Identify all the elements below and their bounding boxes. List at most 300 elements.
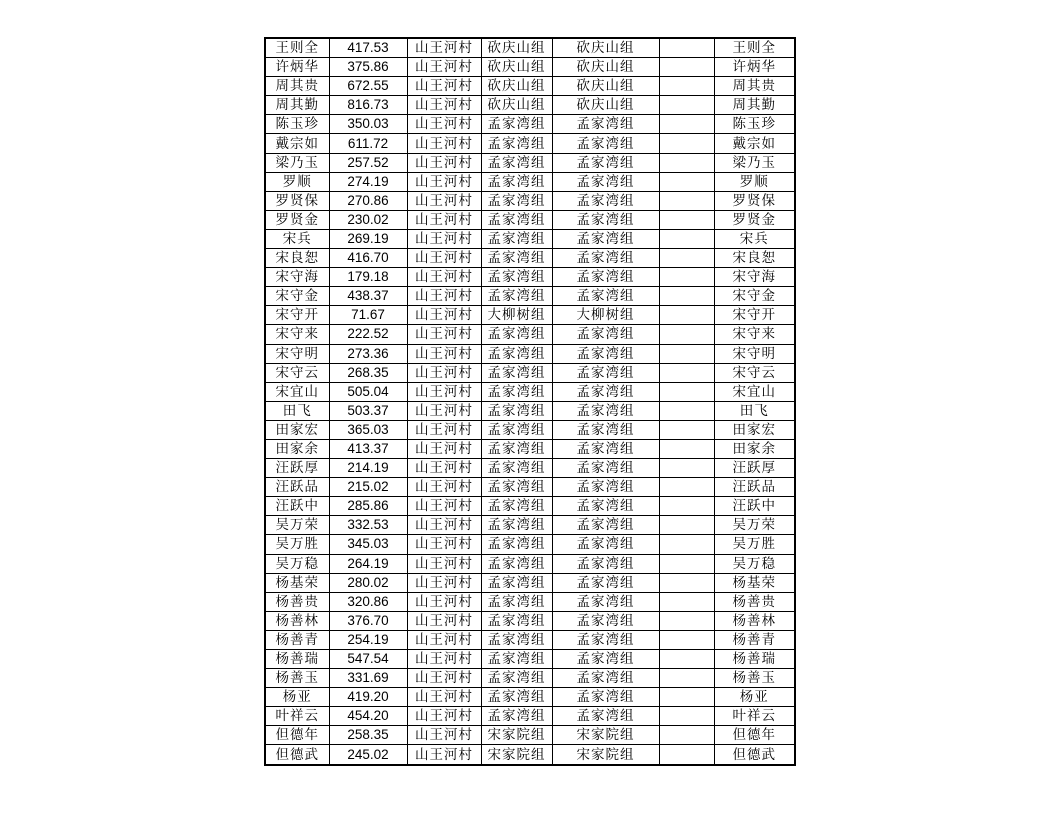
table-row: [265, 516, 795, 535]
cell-blank: [659, 172, 714, 191]
cell-group: 宋家院组: [481, 745, 552, 765]
cell-blank: [659, 478, 714, 497]
cell-blank: [659, 650, 714, 669]
cell-name: 陈玉珍: [265, 115, 329, 134]
cell-group-2: 孟家湾组: [552, 153, 659, 172]
cell-name-2: 罗贤保: [714, 191, 795, 210]
table-row: [265, 229, 795, 248]
cell-amount: 270.86: [329, 191, 407, 210]
cell-amount: 417.53: [329, 38, 407, 58]
cell-blank: [659, 516, 714, 535]
cell-amount: 71.67: [329, 306, 407, 325]
cell-group-2: 孟家湾组: [552, 611, 659, 630]
cell-group-2: 孟家湾组: [552, 459, 659, 478]
cell-name-2: 梁乃玉: [714, 153, 795, 172]
cell-group-2: 孟家湾组: [552, 382, 659, 401]
cell-name: 叶祥云: [265, 707, 329, 726]
table-row: [265, 134, 795, 153]
cell-group-2: 孟家湾组: [552, 401, 659, 420]
cell-village: 山王河村: [407, 611, 481, 630]
cell-name: 宋守开: [265, 306, 329, 325]
cell-group-2: 孟家湾组: [552, 573, 659, 592]
table-row: [265, 420, 795, 439]
cell-blank: [659, 688, 714, 707]
cell-amount: 285.86: [329, 497, 407, 516]
cell-name-2: 但德武: [714, 745, 795, 765]
table-row: [265, 268, 795, 287]
table-row: [265, 478, 795, 497]
cell-name-2: 田家余: [714, 439, 795, 458]
cell-blank: [659, 38, 714, 58]
cell-amount: 264.19: [329, 554, 407, 573]
cell-blank: [659, 134, 714, 153]
cell-group-2: 孟家湾组: [552, 478, 659, 497]
cell-village: 山王河村: [407, 325, 481, 344]
cell-group: 孟家湾组: [481, 573, 552, 592]
cell-amount: 179.18: [329, 268, 407, 287]
cell-name-2: 宋宜山: [714, 382, 795, 401]
cell-name-2: 吴万荣: [714, 516, 795, 535]
cell-name-2: 宋守来: [714, 325, 795, 344]
cell-group-2: 孟家湾组: [552, 249, 659, 268]
cell-blank: [659, 382, 714, 401]
cell-group: 孟家湾组: [481, 420, 552, 439]
cell-name: 宋守云: [265, 363, 329, 382]
cell-name-2: 杨善瑞: [714, 650, 795, 669]
cell-village: 山王河村: [407, 382, 481, 401]
table-row: [265, 535, 795, 554]
cell-village: 山王河村: [407, 344, 481, 363]
cell-group-2: 孟家湾组: [552, 630, 659, 649]
cell-name-2: 戴宗如: [714, 134, 795, 153]
cell-name: 杨亚: [265, 688, 329, 707]
cell-name-2: 宋守云: [714, 363, 795, 382]
table-row: [265, 363, 795, 382]
cell-village: 山王河村: [407, 153, 481, 172]
cell-blank: [659, 287, 714, 306]
cell-village: 山王河村: [407, 58, 481, 77]
cell-group-2: 砍庆山组: [552, 58, 659, 77]
cell-amount: 257.52: [329, 153, 407, 172]
cell-village: 山王河村: [407, 229, 481, 248]
table-row: [265, 287, 795, 306]
cell-village: 山王河村: [407, 439, 481, 458]
cell-blank: [659, 401, 714, 420]
cell-blank: [659, 268, 714, 287]
cell-name: 杨善林: [265, 611, 329, 630]
cell-group-2: 孟家湾组: [552, 497, 659, 516]
cell-village: 山王河村: [407, 134, 481, 153]
cell-group-2: 孟家湾组: [552, 669, 659, 688]
cell-group-2: 孟家湾组: [552, 210, 659, 229]
cell-amount: 222.52: [329, 325, 407, 344]
cell-group: 孟家湾组: [481, 611, 552, 630]
table-row: [265, 707, 795, 726]
cell-village: 山王河村: [407, 535, 481, 554]
cell-village: 山王河村: [407, 210, 481, 229]
cell-blank: [659, 669, 714, 688]
cell-name: 但德武: [265, 745, 329, 765]
cell-amount: 258.35: [329, 726, 407, 745]
cell-village: 山王河村: [407, 268, 481, 287]
cell-group: 孟家湾组: [481, 707, 552, 726]
table-row: [265, 96, 795, 115]
cell-amount: 268.35: [329, 363, 407, 382]
cell-blank: [659, 497, 714, 516]
cell-amount: 214.19: [329, 459, 407, 478]
cell-name-2: 周其贵: [714, 77, 795, 96]
table-row: [265, 401, 795, 420]
cell-blank: [659, 420, 714, 439]
cell-name: 田家宏: [265, 420, 329, 439]
cell-amount: 245.02: [329, 745, 407, 765]
cell-amount: 273.36: [329, 344, 407, 363]
cell-group: 孟家湾组: [481, 535, 552, 554]
cell-blank: [659, 191, 714, 210]
cell-name: 杨善贵: [265, 592, 329, 611]
cell-village: 山王河村: [407, 249, 481, 268]
cell-blank: [659, 745, 714, 765]
table-row: [265, 573, 795, 592]
cell-name-2: 杨善贵: [714, 592, 795, 611]
cell-village: 山王河村: [407, 669, 481, 688]
cell-blank: [659, 630, 714, 649]
cell-blank: [659, 115, 714, 134]
cell-village: 山王河村: [407, 38, 481, 58]
cell-group-2: 孟家湾组: [552, 592, 659, 611]
cell-group-2: 孟家湾组: [552, 554, 659, 573]
table-row: [265, 191, 795, 210]
cell-name: 田飞: [265, 401, 329, 420]
table-row: [265, 325, 795, 344]
cell-village: 山王河村: [407, 96, 481, 115]
cell-village: 山王河村: [407, 650, 481, 669]
cell-name: 杨善瑞: [265, 650, 329, 669]
cell-group-2: 孟家湾组: [552, 535, 659, 554]
cell-group: 孟家湾组: [481, 401, 552, 420]
cell-village: 山王河村: [407, 497, 481, 516]
cell-amount: 345.03: [329, 535, 407, 554]
cell-group: 孟家湾组: [481, 229, 552, 248]
cell-blank: [659, 229, 714, 248]
cell-blank: [659, 96, 714, 115]
cell-village: 山王河村: [407, 172, 481, 191]
cell-name: 汪跃品: [265, 478, 329, 497]
cell-group: 孟家湾组: [481, 516, 552, 535]
cell-group: 宋家院组: [481, 726, 552, 745]
cell-group-2: 孟家湾组: [552, 325, 659, 344]
cell-name-2: 许炳华: [714, 58, 795, 77]
cell-amount: 230.02: [329, 210, 407, 229]
cell-group-2: 孟家湾组: [552, 229, 659, 248]
cell-name: 宋兵: [265, 229, 329, 248]
cell-blank: [659, 611, 714, 630]
table-row: [265, 726, 795, 745]
cell-name-2: 宋守海: [714, 268, 795, 287]
cell-group: 砍庆山组: [481, 77, 552, 96]
cell-amount: 454.20: [329, 707, 407, 726]
cell-blank: [659, 363, 714, 382]
cell-group: 孟家湾组: [481, 592, 552, 611]
cell-group: 大柳树组: [481, 306, 552, 325]
cell-village: 山王河村: [407, 459, 481, 478]
records-table-body: [265, 38, 795, 765]
cell-group: 孟家湾组: [481, 325, 552, 344]
cell-name: 宋良恕: [265, 249, 329, 268]
cell-group: 砍庆山组: [481, 58, 552, 77]
cell-group-2: 孟家湾组: [552, 363, 659, 382]
cell-blank: [659, 439, 714, 458]
cell-name-2: 汪跃中: [714, 497, 795, 516]
cell-name: 宋守金: [265, 287, 329, 306]
cell-group: 孟家湾组: [481, 497, 552, 516]
cell-amount: 672.55: [329, 77, 407, 96]
cell-blank: [659, 344, 714, 363]
cell-blank: [659, 726, 714, 745]
cell-name: 梁乃玉: [265, 153, 329, 172]
cell-amount: 332.53: [329, 516, 407, 535]
cell-group-2: 砍庆山组: [552, 77, 659, 96]
cell-amount: 350.03: [329, 115, 407, 134]
cell-village: 山王河村: [407, 726, 481, 745]
records-table: [264, 37, 796, 766]
table-row: [265, 38, 795, 58]
cell-name-2: 吴万胜: [714, 535, 795, 554]
cell-village: 山王河村: [407, 707, 481, 726]
cell-group-2: 孟家湾组: [552, 420, 659, 439]
cell-blank: [659, 249, 714, 268]
cell-group: 孟家湾组: [481, 363, 552, 382]
cell-name: 杨善玉: [265, 669, 329, 688]
cell-group: 孟家湾组: [481, 153, 552, 172]
cell-amount: 269.19: [329, 229, 407, 248]
cell-name: 宋宜山: [265, 382, 329, 401]
cell-village: 山王河村: [407, 688, 481, 707]
cell-blank: [659, 325, 714, 344]
cell-name: 田家余: [265, 439, 329, 458]
cell-group-2: 砍庆山组: [552, 38, 659, 58]
cell-group: 孟家湾组: [481, 249, 552, 268]
table-row: [265, 630, 795, 649]
cell-name: 汪跃中: [265, 497, 329, 516]
cell-amount: 274.19: [329, 172, 407, 191]
table-row: [265, 153, 795, 172]
cell-group-2: 孟家湾组: [552, 688, 659, 707]
cell-group-2: 宋家院组: [552, 745, 659, 765]
cell-name: 吴万胜: [265, 535, 329, 554]
cell-group: 砍庆山组: [481, 96, 552, 115]
cell-village: 山王河村: [407, 745, 481, 765]
cell-name: 宋守来: [265, 325, 329, 344]
cell-amount: 419.20: [329, 688, 407, 707]
cell-group: 孟家湾组: [481, 554, 552, 573]
cell-amount: 280.02: [329, 573, 407, 592]
cell-blank: [659, 153, 714, 172]
cell-name-2: 杨善林: [714, 611, 795, 630]
cell-group-2: 孟家湾组: [552, 707, 659, 726]
table-row: [265, 459, 795, 478]
cell-name: 王则全: [265, 38, 329, 58]
cell-name-2: 杨善青: [714, 630, 795, 649]
cell-blank: [659, 306, 714, 325]
cell-name: 许炳华: [265, 58, 329, 77]
cell-group: 砍庆山组: [481, 38, 552, 58]
table-row: [265, 497, 795, 516]
cell-village: 山王河村: [407, 287, 481, 306]
cell-group: 孟家湾组: [481, 287, 552, 306]
table-row: [265, 306, 795, 325]
cell-group-2: 砍庆山组: [552, 96, 659, 115]
table-row: [265, 688, 795, 707]
cell-name-2: 王则全: [714, 38, 795, 58]
table-row: [265, 344, 795, 363]
cell-group: 孟家湾组: [481, 688, 552, 707]
cell-name: 吴万荣: [265, 516, 329, 535]
cell-blank: [659, 535, 714, 554]
table-row: [265, 611, 795, 630]
cell-group-2: 大柳树组: [552, 306, 659, 325]
table-row: [265, 77, 795, 96]
cell-name: 吴万稳: [265, 554, 329, 573]
table-row: [265, 382, 795, 401]
cell-blank: [659, 58, 714, 77]
cell-name-2: 田飞: [714, 401, 795, 420]
cell-name-2: 吴万稳: [714, 554, 795, 573]
cell-village: 山王河村: [407, 191, 481, 210]
table-row: [265, 249, 795, 268]
table-row: [265, 669, 795, 688]
cell-village: 山王河村: [407, 115, 481, 134]
cell-name-2: 田家宏: [714, 420, 795, 439]
cell-amount: 376.70: [329, 611, 407, 630]
cell-group-2: 宋家院组: [552, 726, 659, 745]
cell-name: 周其勤: [265, 96, 329, 115]
cell-name-2: 杨亚: [714, 688, 795, 707]
cell-village: 山王河村: [407, 516, 481, 535]
cell-group-2: 孟家湾组: [552, 344, 659, 363]
cell-amount: 816.73: [329, 96, 407, 115]
cell-name-2: 宋守开: [714, 306, 795, 325]
cell-name-2: 汪跃品: [714, 478, 795, 497]
cell-name-2: 宋兵: [714, 229, 795, 248]
cell-name: 汪跃厚: [265, 459, 329, 478]
cell-name-2: 周其勤: [714, 96, 795, 115]
cell-group: 孟家湾组: [481, 134, 552, 153]
cell-name-2: 叶祥云: [714, 707, 795, 726]
cell-village: 山王河村: [407, 401, 481, 420]
cell-name: 宋守海: [265, 268, 329, 287]
cell-name-2: 宋守金: [714, 287, 795, 306]
cell-group: 孟家湾组: [481, 650, 552, 669]
cell-group: 孟家湾组: [481, 210, 552, 229]
cell-blank: [659, 77, 714, 96]
cell-name-2: 但德年: [714, 726, 795, 745]
table-row: [265, 650, 795, 669]
table-container: [264, 37, 796, 766]
cell-group-2: 孟家湾组: [552, 650, 659, 669]
cell-amount: 375.86: [329, 58, 407, 77]
cell-village: 山王河村: [407, 77, 481, 96]
cell-group-2: 孟家湾组: [552, 134, 659, 153]
table-row: [265, 58, 795, 77]
cell-amount: 254.19: [329, 630, 407, 649]
cell-village: 山王河村: [407, 630, 481, 649]
table-row: [265, 554, 795, 573]
cell-group-2: 孟家湾组: [552, 287, 659, 306]
cell-name-2: 杨基荣: [714, 573, 795, 592]
table-row: [265, 592, 795, 611]
cell-group: 孟家湾组: [481, 459, 552, 478]
cell-name: 杨善青: [265, 630, 329, 649]
cell-amount: 505.04: [329, 382, 407, 401]
cell-name: 戴宗如: [265, 134, 329, 153]
cell-group: 孟家湾组: [481, 669, 552, 688]
cell-amount: 416.70: [329, 249, 407, 268]
cell-amount: 215.02: [329, 478, 407, 497]
cell-group: 孟家湾组: [481, 630, 552, 649]
cell-group-2: 孟家湾组: [552, 268, 659, 287]
cell-group-2: 孟家湾组: [552, 172, 659, 191]
table-row: [265, 172, 795, 191]
table-row: [265, 115, 795, 134]
cell-name-2: 宋良恕: [714, 249, 795, 268]
cell-name: 罗贤金: [265, 210, 329, 229]
cell-name: 但德年: [265, 726, 329, 745]
cell-village: 山王河村: [407, 573, 481, 592]
table-row: [265, 745, 795, 765]
cell-name-2: 罗贤金: [714, 210, 795, 229]
cell-name: 罗贤保: [265, 191, 329, 210]
cell-name: 罗顺: [265, 172, 329, 191]
table-row: [265, 439, 795, 458]
cell-blank: [659, 707, 714, 726]
cell-amount: 438.37: [329, 287, 407, 306]
cell-blank: [659, 210, 714, 229]
cell-group-2: 孟家湾组: [552, 516, 659, 535]
cell-name: 周其贵: [265, 77, 329, 96]
cell-group: 孟家湾组: [481, 439, 552, 458]
cell-group: 孟家湾组: [481, 172, 552, 191]
cell-village: 山王河村: [407, 478, 481, 497]
cell-group: 孟家湾组: [481, 115, 552, 134]
cell-village: 山王河村: [407, 363, 481, 382]
cell-blank: [659, 459, 714, 478]
cell-name: 杨基荣: [265, 573, 329, 592]
cell-amount: 331.69: [329, 669, 407, 688]
cell-amount: 547.54: [329, 650, 407, 669]
cell-group: 孟家湾组: [481, 344, 552, 363]
cell-group: 孟家湾组: [481, 191, 552, 210]
cell-group: 孟家湾组: [481, 478, 552, 497]
cell-village: 山王河村: [407, 420, 481, 439]
cell-group-2: 孟家湾组: [552, 191, 659, 210]
cell-group-2: 孟家湾组: [552, 115, 659, 134]
cell-group: 孟家湾组: [481, 382, 552, 401]
cell-group: 孟家湾组: [481, 268, 552, 287]
cell-village: 山王河村: [407, 592, 481, 611]
cell-amount: 611.72: [329, 134, 407, 153]
cell-blank: [659, 592, 714, 611]
cell-village: 山王河村: [407, 554, 481, 573]
cell-name-2: 陈玉珍: [714, 115, 795, 134]
cell-name: 宋守明: [265, 344, 329, 363]
cell-village: 山王河村: [407, 306, 481, 325]
cell-name-2: 杨善玉: [714, 669, 795, 688]
cell-blank: [659, 554, 714, 573]
cell-amount: 413.37: [329, 439, 407, 458]
cell-name-2: 宋守明: [714, 344, 795, 363]
cell-name-2: 罗顺: [714, 172, 795, 191]
